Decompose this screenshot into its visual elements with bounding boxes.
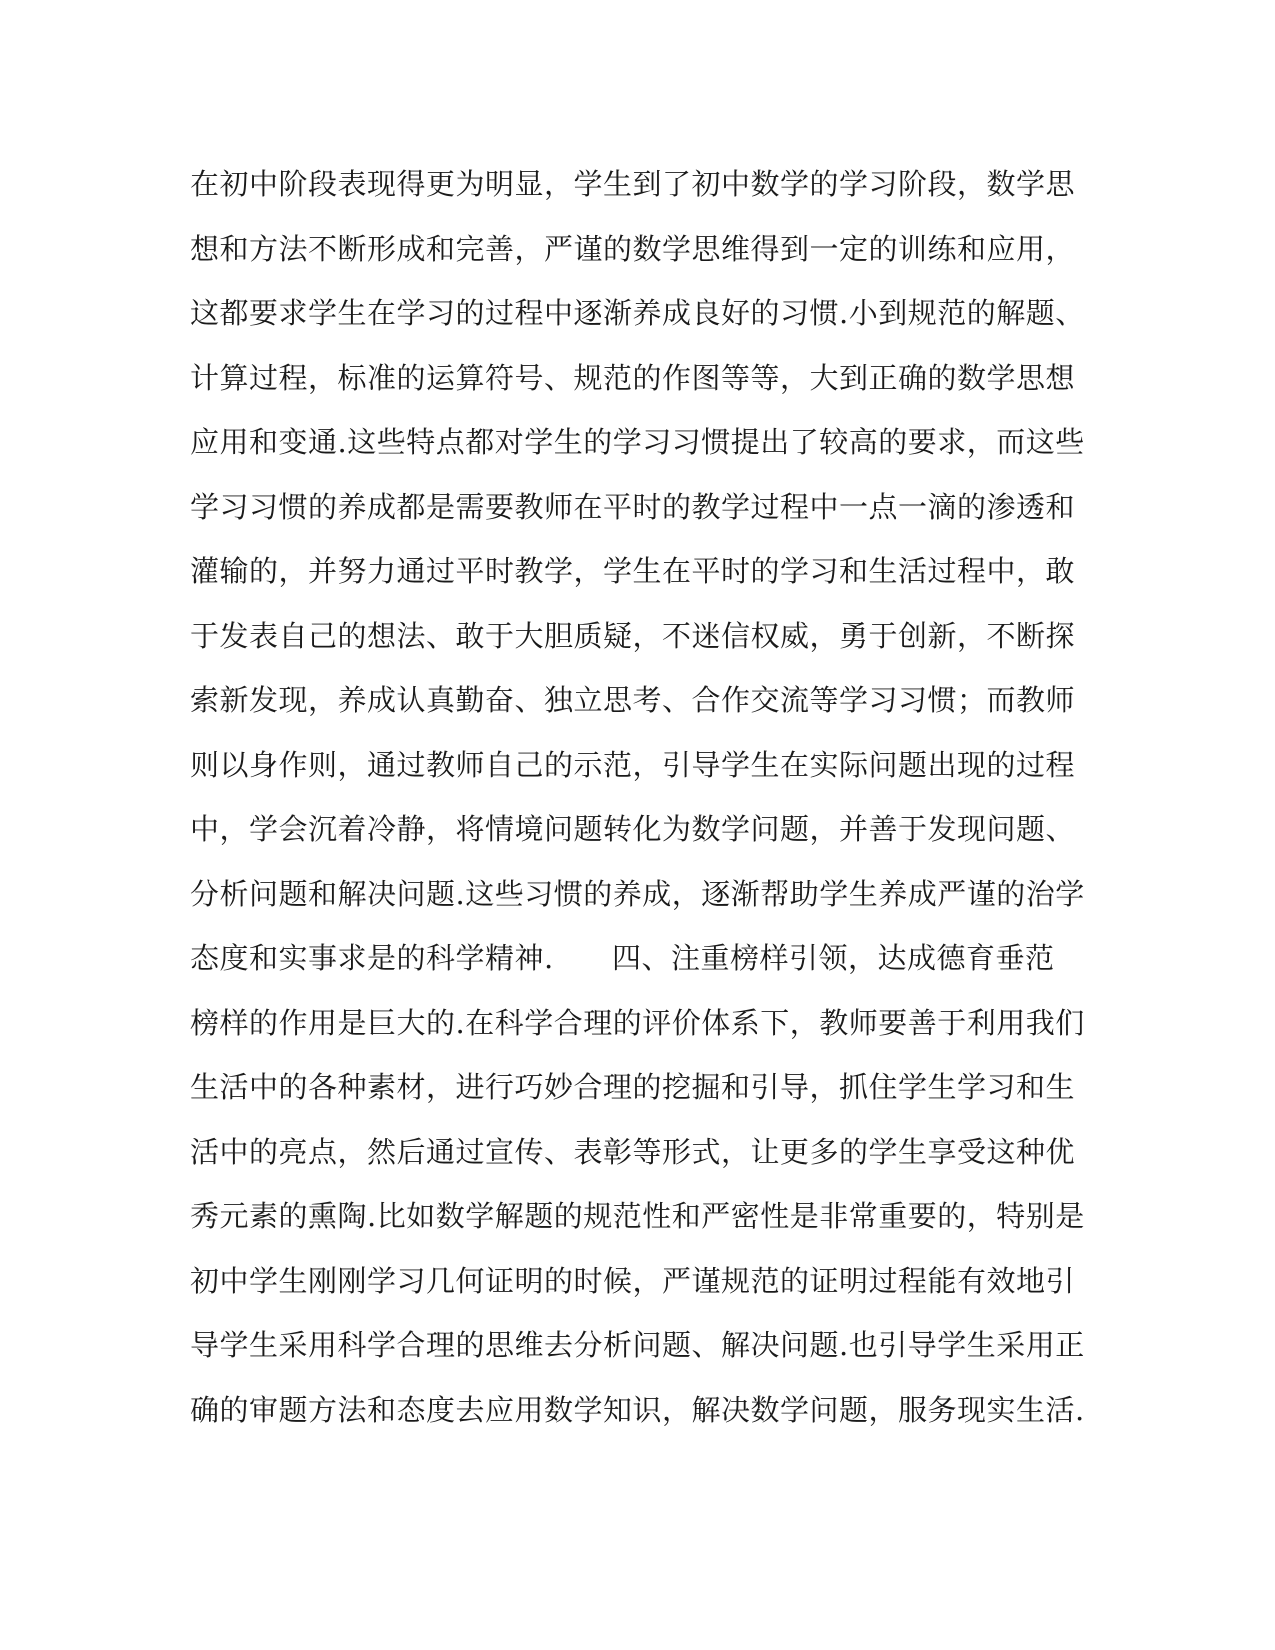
text-line: 则以身作则，通过教师自己的示范，引导学生在实际问题出现的过程 <box>190 747 1076 782</box>
text-line: 分析问题和解决问题.这些习惯的养成，逐渐帮助学生养成严谨的治学 <box>190 876 1085 911</box>
text-line: 在初中阶段表现得更为明显，学生到了初中数学的学习阶段，数学思 <box>190 167 1076 201</box>
text-line: 应用和变通.这些特点都对学生的学习习惯提出了较高的要求，而这些 <box>190 425 1085 459</box>
text-line: 生活中的各种素材，进行巧妙合理的挖掘和引导，抓住学生学习和生 <box>190 1070 1076 1104</box>
text-line: 中，学会沉着冷静，将情境问题转化为数学问题，并善于发现问题、 <box>190 812 1076 846</box>
text-line: 索新发现，养成认真勤奋、独立思考、合作交流等学习习惯；而教师 <box>190 683 1076 717</box>
text-line: 学习习惯的养成都是需要教师在平时的教学过程中一点一滴的渗透和 <box>190 489 1076 524</box>
text-line: 活中的亮点，然后通过宣传、表彰等形式，让更多的学生享受这种优 <box>190 1134 1076 1169</box>
body-text <box>190 152 1090 1442</box>
text-line: 导学生采用科学合理的思维去分析问题、解决问题.也引导学生采用正 <box>190 1328 1085 1362</box>
text-line: 灌输的，并努力通过平时教学，学生在平时的学习和生活过程中，敢 <box>190 554 1076 588</box>
text-line: 想和方法不断形成和完善，严谨的数学思维得到一定的训练和应用， <box>190 231 1076 266</box>
text-line: 这都要求学生在学习的过程中逐渐养成良好的习惯.小到规范的解题、 <box>190 296 1085 330</box>
text-line: 初中学生刚刚学习几何证明的时候，严谨规范的证明过程能有效地引 <box>190 1263 1076 1298</box>
text-line: 确的审题方法和态度去应用数学知识，解决数学问题，服务现实生活. <box>190 1392 1085 1427</box>
text-line: 秀元素的熏陶.比如数学解题的规范性和严密性是非常重要的，特别是 <box>190 1199 1085 1233</box>
text-line: 于发表自己的想法、敢于大胆质疑，不迷信权威，勇于创新，不断探 <box>190 618 1076 653</box>
text-line: 计算过程，标准的运算符号、规范的作图等等，大到正确的数学思想 <box>190 360 1076 395</box>
text-line: 态度和实事求是的科学精神. 四、注重榜样引领，达成德育垂范 <box>190 941 1055 975</box>
text-line: 榜样的作用是巨大的.在科学合理的评价体系下，教师要善于利用我们 <box>190 1005 1085 1040</box>
